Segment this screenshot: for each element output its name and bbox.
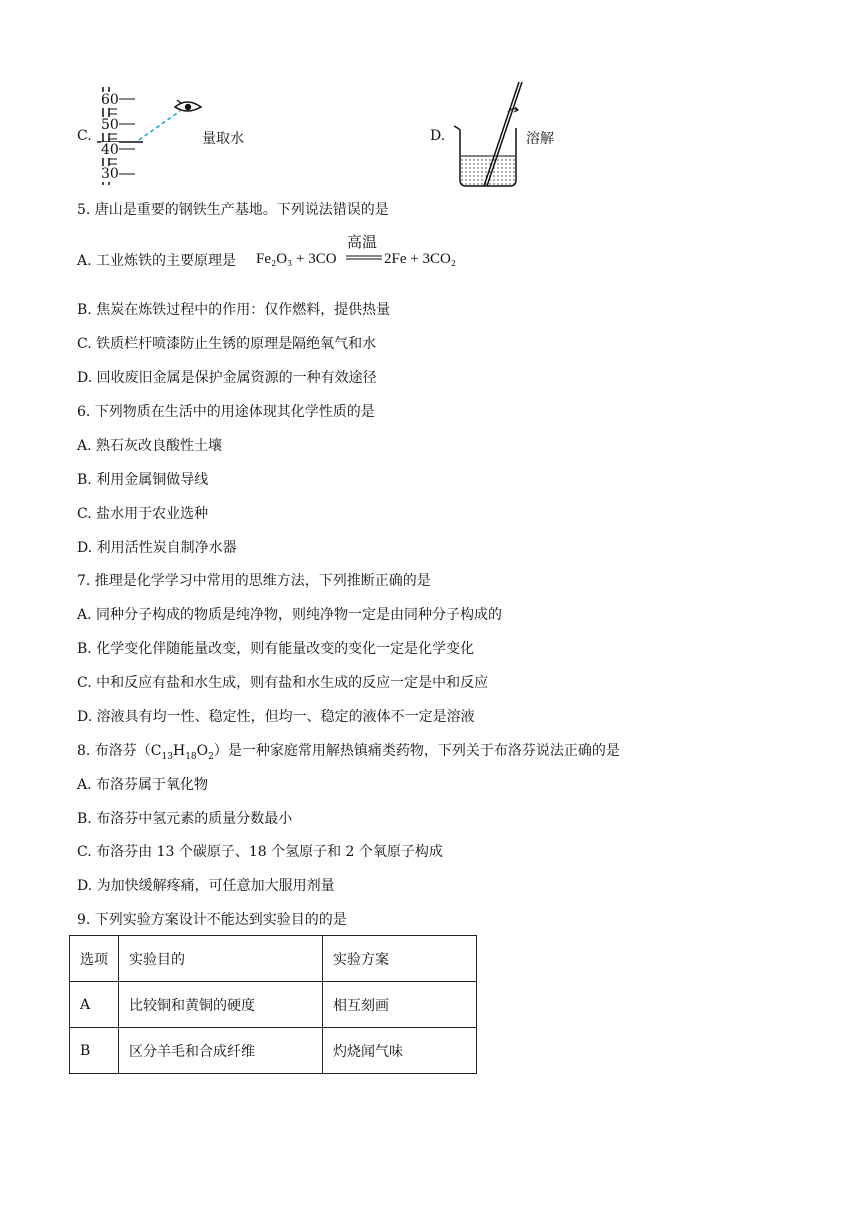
table-cell: 区分羊毛和合成纤维	[119, 1028, 323, 1074]
table-cell: 灼烧闻气味	[323, 1028, 477, 1074]
question-7-option-d: D. 溶液具有均一性、稳定性，但均一、稳定的液体不一定是溶液	[77, 709, 475, 725]
formula-sub-o: 2	[208, 751, 214, 762]
question-7-option-a: A. 同种分子构成的物质是纯净物，则纯净物一定是由同种分子构成的	[77, 607, 503, 623]
figure-c-caption: 量取水	[202, 131, 244, 147]
eye-icon	[175, 100, 201, 111]
scale-label-50: 50	[101, 117, 119, 133]
formula-sub-h: 18	[185, 751, 197, 762]
table-header-row	[70, 936, 477, 982]
question-8-option-d: D. 为加快缓解疼痛，可任意加大服用剂量	[77, 878, 335, 894]
question-6-option-c: C. 盐水用于农业选种	[77, 506, 209, 522]
figure-d-option: D.	[430, 128, 446, 144]
scale-label-40: 40	[101, 142, 119, 158]
question-8-option-c: C. 布洛芬由 13 个碳原子、18 个氢原子和 2 个氧原子构成	[77, 844, 443, 860]
table-header-purpose: 实验目的	[119, 936, 323, 982]
stem-prefix: 8. 布洛芬（C	[77, 743, 162, 759]
table-header-plan: 实验方案	[323, 936, 477, 982]
beaker-stirring-rod-icon	[448, 78, 528, 190]
question-6-stem: 6. 下列物质在生活中的用途体现其化学性质的是	[77, 404, 375, 420]
question-8-stem	[77, 742, 620, 766]
experiment-table	[69, 935, 477, 1074]
scale-label-30: 30	[101, 166, 119, 182]
question-6-option-d: D. 利用活性炭自制净水器	[77, 540, 237, 556]
equation-right: 2Fe + 3CO₂	[384, 251, 457, 267]
table-header-option: 选项	[70, 936, 119, 982]
table-cell: 相互刻画	[323, 982, 477, 1028]
question-7-stem: 7. 推理是化学学习中常用的思维方法，下列推断正确的是	[77, 573, 431, 589]
question-7-option-b: B. 化学变化伴随能量改变，则有能量改变的变化一定是化学变化	[77, 641, 475, 657]
option-a-prefix: A. 工业炼铁的主要原理是	[77, 253, 237, 269]
question-5-option-a	[77, 252, 236, 270]
question-5-stem: 5. 唐山是重要的钢铁生产基地。下列说法错误的是	[77, 202, 389, 218]
question-9-stem: 9. 下列实验方案设计不能达到实验目的的是	[77, 912, 347, 928]
stem-suffix: ）是一种家庭常用解热镇痛类药物，下列关于布洛芬说法正确的是	[213, 743, 620, 759]
table-row	[70, 982, 477, 1028]
question-5-option-b: B. 焦炭在炼铁过程中的作用：仅作燃料，提供热量	[77, 302, 391, 318]
table-cell: 比较铜和黄铜的硬度	[119, 982, 323, 1028]
question-8-option-a: A. 布洛芬属于氧化物	[77, 777, 209, 793]
question-5-option-d: D. 回收废旧金属是保护金属资源的一种有效途径	[77, 370, 377, 386]
equals-sign-icon	[346, 255, 382, 261]
figure-d-caption: 溶解	[526, 131, 554, 147]
formula-h: H	[172, 743, 186, 759]
scale-label-60: 60	[101, 92, 119, 108]
equation-left: Fe₂O₃ + 3CO	[256, 251, 337, 267]
figure-c-option: C.	[77, 128, 92, 144]
question-7-option-c: C. 中和反应有盐和水生成，则有盐和水生成的反应一定是中和反应	[77, 675, 489, 691]
formula-o: O	[196, 743, 209, 759]
question-6-option-b: B. 利用金属铜做导线	[77, 472, 209, 488]
formula-sub-c: 13	[161, 751, 173, 762]
table-cell: B	[70, 1028, 119, 1074]
question-5-option-c: C. 铁质栏杆喷漆防止生锈的原理是隔绝氧气和水	[77, 336, 377, 352]
question-8-option-b: B. 布洛芬中氢元素的质量分数最小	[77, 811, 293, 827]
table-cell: A	[70, 982, 119, 1028]
question-6-option-a: A. 熟石灰改良酸性土壤	[77, 438, 223, 454]
table-row	[70, 1028, 477, 1074]
equation-condition: 高温	[347, 233, 378, 251]
